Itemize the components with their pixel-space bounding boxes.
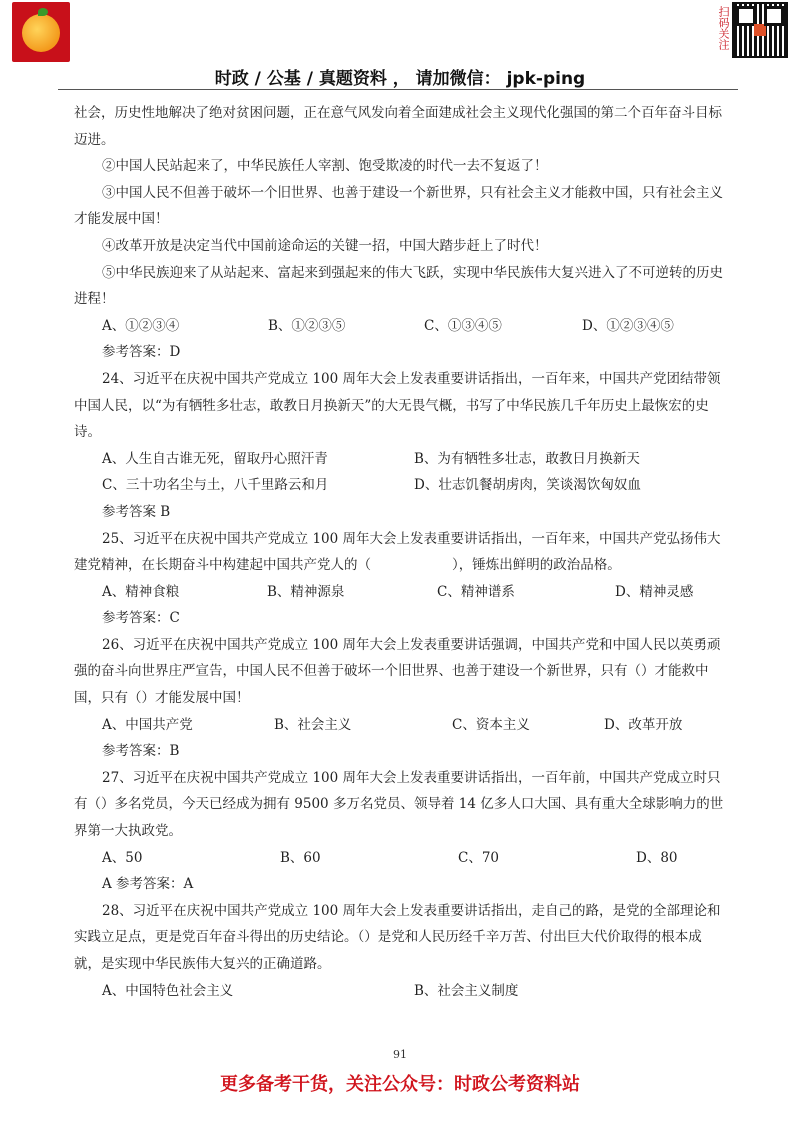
- q27-option-b: B、60: [280, 849, 321, 866]
- q25-stem: 25、习近平在庆祝中国共产党成立 100 周年大会上发表重要讲话指出，一百年来，中国共产党弘扬伟大建党精神，在长期奋斗中构建起中国共产党人的（ ），锤炼出鲜明的政治品格。: [74, 530, 721, 574]
- orange-icon: [22, 14, 60, 52]
- q27-option-c: C、70: [458, 849, 500, 866]
- statement-3: ③中国人民不但善于破坏一个旧世界、也善于建设一个新世界，只有社会主义才能救中国，只有社会主义才能发展中国！: [74, 184, 723, 228]
- q27-option-d: D、80: [636, 849, 678, 866]
- q26-answer: 参考答案：B: [102, 743, 180, 760]
- q28-option-a: A、中国特色社会主义: [102, 982, 234, 999]
- leaf-icon: [38, 8, 48, 16]
- page-number: 91: [393, 1048, 407, 1061]
- q23-option-d: D、①②③④⑤: [582, 317, 674, 334]
- q24-options-row1: [74, 446, 728, 473]
- q24-stem: 24、习近平在庆祝中国共产党成立 100 周年大会上发表重要讲话指出，一百年来，中国共产党团结带领中国人民，以“为有牺牲多壮志，敢教日月换新天”的大无畏气概，书写了中华民族几千年历史上最恢宏的史诗。: [74, 370, 721, 441]
- q26-options: [74, 712, 728, 739]
- statement-2: ②中国人民站起来了，中华民族任人宰割、饱受欺凌的时代一去不复返了！: [102, 158, 548, 175]
- q24-option-d: D、壮志饥餐胡虏肉，笑谈渴饮匈奴血: [414, 477, 641, 494]
- q23-option-a: A、①②③④: [102, 317, 180, 334]
- q28-stem: 28、习近平在庆祝中国共产党成立 100 周年大会上发表重要讲话指出，走自己的路，是党的全部理论和实践立足点，更是党百年奋斗得出的历史结论。（）是党和人民历经千辛万苦、付出巨大代价取得的根本成就，是实现中华民族伟大复兴的正确道路。: [74, 902, 721, 972]
- q23-answer: 参考答案：D: [102, 344, 181, 361]
- q25-option-d: D、精神灵感: [615, 583, 694, 600]
- q26-option-b: B、社会主义: [274, 716, 352, 733]
- statement-5: ⑤中华民族迎来了从站起来、富起来到强起来的伟大飞跃，实现中华民族伟大复兴进入了不可逆转的历史进程！: [74, 264, 723, 308]
- qr-code-icon: [734, 4, 786, 56]
- q24-answer: 参考答案 B: [102, 503, 171, 520]
- q26-option-a: A、中国共产党: [102, 716, 193, 733]
- q28-options: [74, 978, 728, 1005]
- q24-option-a: A、人生自古谁无死，留取丹心照汗青: [102, 450, 328, 467]
- q27-answer: A 参考答案：A: [102, 876, 194, 893]
- q25-options: [74, 579, 728, 606]
- q28-option-b: B、社会主义制度: [414, 982, 519, 999]
- q25-option-a: A、精神食粮: [102, 583, 180, 600]
- header-divider: [58, 89, 738, 90]
- q24-option-c: C、三十功名尘与土，八千里路云和月: [102, 477, 329, 494]
- q27-options: [74, 845, 728, 872]
- footer-promo: 更多备考干货，关注公众号：时政公考资料站: [220, 1074, 580, 1095]
- q26-option-d: D、改革开放: [604, 716, 683, 733]
- q26-stem: 26、习近平在庆祝中国共产党成立 100 周年大会上发表重要讲话强调，中国共产党和中国人民以英勇顽强的奋斗向世界庄严宣告，中国人民不但善于破坏一个旧世界、也善于建设一个新世界，只有（）才能救中国，只有（）才能发展中国！: [74, 636, 721, 707]
- q27-option-a: A、50: [102, 849, 143, 866]
- orange-fruit-logo: [12, 2, 70, 62]
- page-header-title: 时政 / 公基 / 真题资料 ， 请加微信： jpk-ping: [214, 69, 586, 89]
- statement-4: ④改革开放是决定当代中国前途命运的关键一招，中国大踏步赶上了时代！: [102, 237, 548, 254]
- qr-label: 扫码关注: [717, 6, 730, 50]
- q23-options: [74, 313, 728, 340]
- q25-answer: 参考答案：C: [102, 610, 180, 627]
- q25-option-b: B、精神源泉: [267, 583, 345, 600]
- paragraph-continuation: 社会，历史性地解决了绝对贫困问题，正在意气风发向着全面建成社会主义现代化强国的第二个百年奋斗目标迈进。: [74, 105, 722, 148]
- q25-option-c: C、精神谱系: [437, 583, 515, 600]
- q23-option-c: C、①③④⑤: [424, 317, 502, 334]
- q26-option-c: C、资本主义: [452, 716, 530, 733]
- q24-option-b: B、为有牺牲多壮志，敢教日月换新天: [414, 450, 640, 467]
- q24-options-row2: [74, 472, 728, 499]
- q23-option-b: B、①②③⑤: [268, 317, 346, 334]
- q27-stem: 27、习近平在庆祝中国共产党成立 100 周年大会上发表重要讲话指出，一百年前，中国共产党成立时只有（）多名党员，今天已经成为拥有 9500 多万名党员、领导着 14 亿多人口大国、具有重大全球影响力的世界第一大执政党。: [74, 769, 724, 840]
- document-body: [74, 100, 728, 1004]
